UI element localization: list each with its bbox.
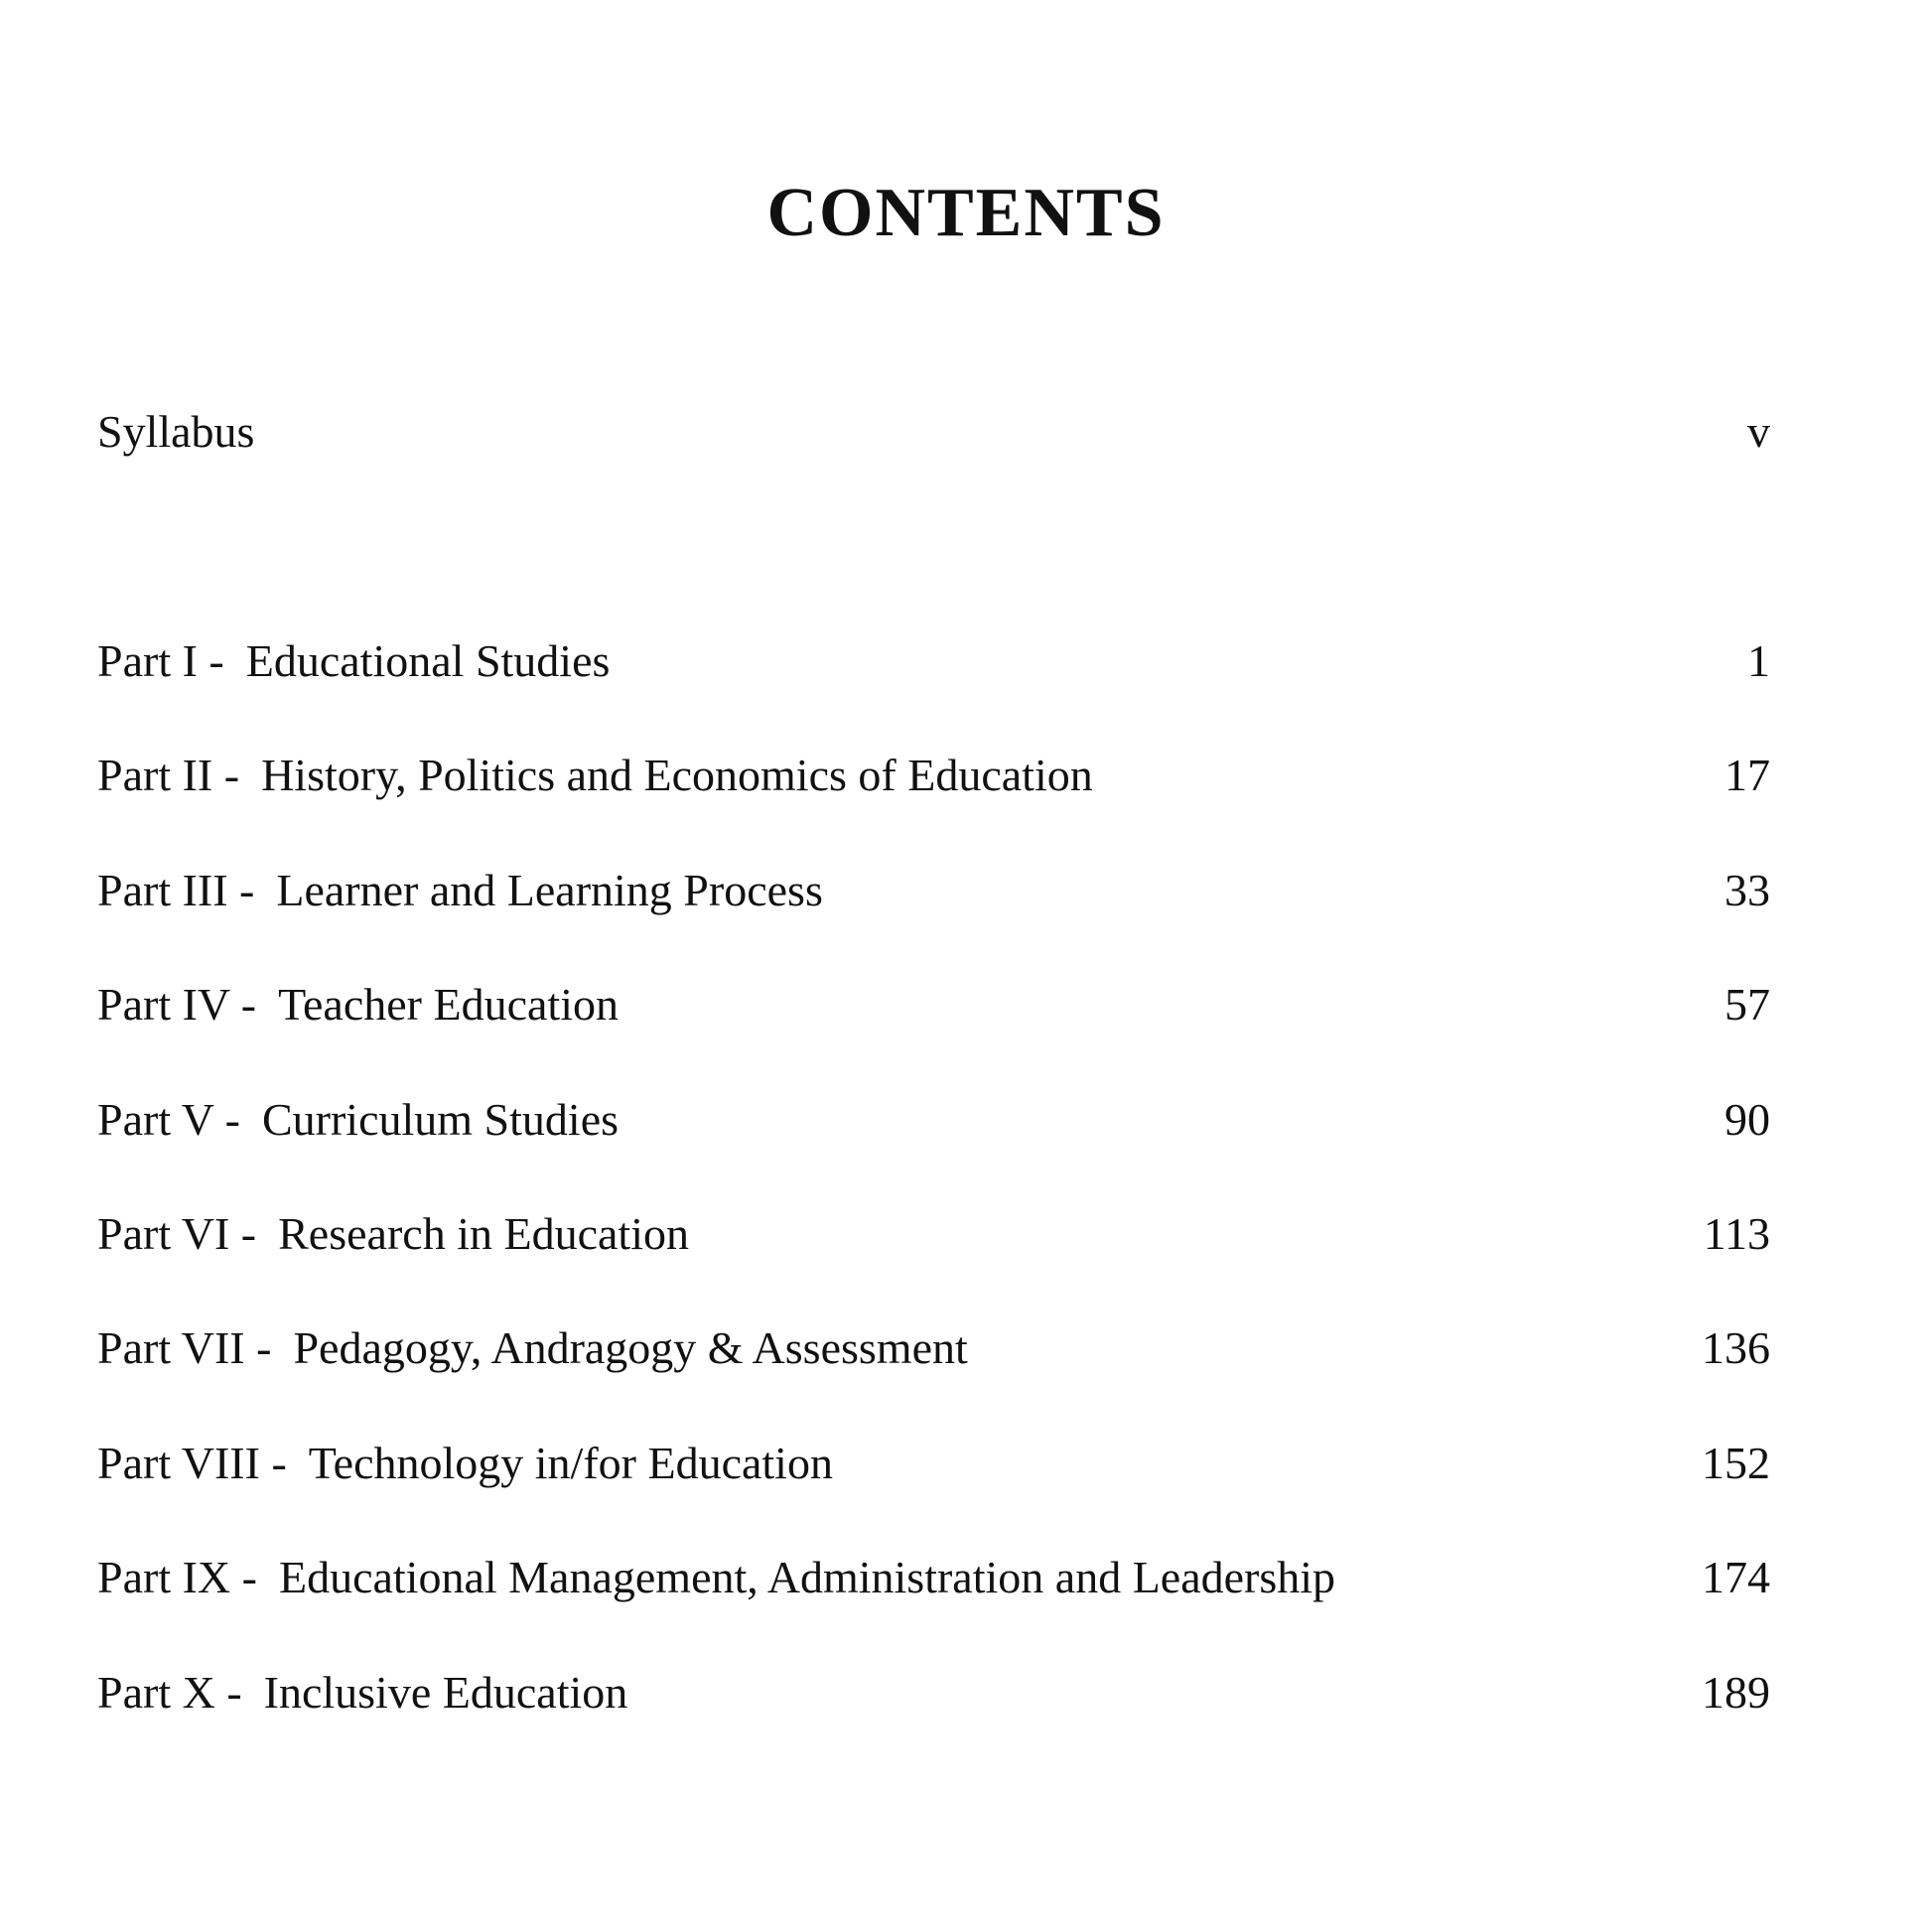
toc-part-number: Part III - — [97, 865, 255, 915]
toc-label — [97, 1090, 619, 1150]
toc-page-number: 57 — [1725, 979, 1770, 1030]
toc-label — [97, 1548, 1335, 1607]
toc-part-title: Educational Studies — [245, 635, 611, 686]
toc-row-part-4[interactable] — [97, 975, 1770, 1035]
toc-row-part-8[interactable] — [97, 1434, 1770, 1493]
toc-part-title: Learner and Learning Process — [276, 865, 823, 915]
toc-part-title: Pedagogy, Andragogy & Assessment — [293, 1322, 968, 1373]
toc-row-part-2[interactable] — [97, 746, 1770, 805]
toc-part-number: Part X - — [97, 1667, 242, 1718]
toc-row-part-6[interactable] — [97, 1204, 1770, 1264]
toc-part-number: Part IX - — [97, 1552, 257, 1602]
toc-page-number: 136 — [1702, 1322, 1770, 1373]
toc-part-number: Part V - — [97, 1094, 240, 1145]
toc-part-number: Part VII - — [97, 1322, 272, 1373]
toc-page-number: 90 — [1725, 1094, 1770, 1145]
toc-part-number: Part VIII - — [97, 1438, 287, 1488]
toc-part-title: Inclusive Education — [263, 1667, 628, 1718]
toc-part-title: Technology in/for Education — [308, 1438, 833, 1488]
toc-row-part-1[interactable] — [97, 631, 1770, 691]
toc-part-title: Research in Education — [278, 1208, 689, 1259]
toc-page-number: 33 — [1725, 865, 1770, 915]
toc-label — [97, 975, 619, 1035]
toc-page-number: 152 — [1702, 1438, 1770, 1488]
toc-label — [97, 1318, 968, 1378]
toc-page-number: 17 — [1725, 750, 1770, 800]
toc-row-part-3[interactable] — [97, 861, 1770, 920]
toc-label — [97, 1434, 833, 1493]
toc-label — [97, 861, 823, 920]
toc-part-title: Curriculum Studies — [261, 1094, 620, 1145]
toc-page-number: 189 — [1702, 1667, 1770, 1718]
toc-row-syllabus[interactable] — [97, 402, 1770, 462]
toc-label — [97, 746, 1093, 805]
toc-part-number: Part II - — [97, 750, 240, 800]
toc-label — [97, 1204, 689, 1264]
toc-page-number: v — [1747, 406, 1770, 457]
toc-page-number: 113 — [1703, 1208, 1770, 1259]
toc-part-number: Part I - — [97, 635, 224, 686]
toc-row-part-10[interactable] — [97, 1663, 1770, 1723]
toc-part-title: Teacher Education — [278, 979, 619, 1030]
page-title: CONTENTS — [766, 175, 1166, 251]
toc-label: Syllabus — [97, 406, 255, 457]
toc-page-number: 1 — [1747, 635, 1770, 686]
toc-label — [97, 1663, 627, 1723]
toc-label — [97, 631, 610, 691]
toc-row-part-9[interactable] — [97, 1548, 1770, 1607]
toc-row-part-5[interactable] — [97, 1090, 1770, 1150]
toc-part-title: History, Politics and Economics of Education — [261, 750, 1093, 800]
toc-row-part-7[interactable] — [97, 1318, 1770, 1378]
toc-part-number: Part VI - — [97, 1208, 257, 1259]
toc-part-title: Educational Management, Administration and Leadership — [278, 1552, 1336, 1602]
toc-part-number: Part IV - — [97, 979, 257, 1030]
toc-page-number: 174 — [1702, 1552, 1770, 1602]
